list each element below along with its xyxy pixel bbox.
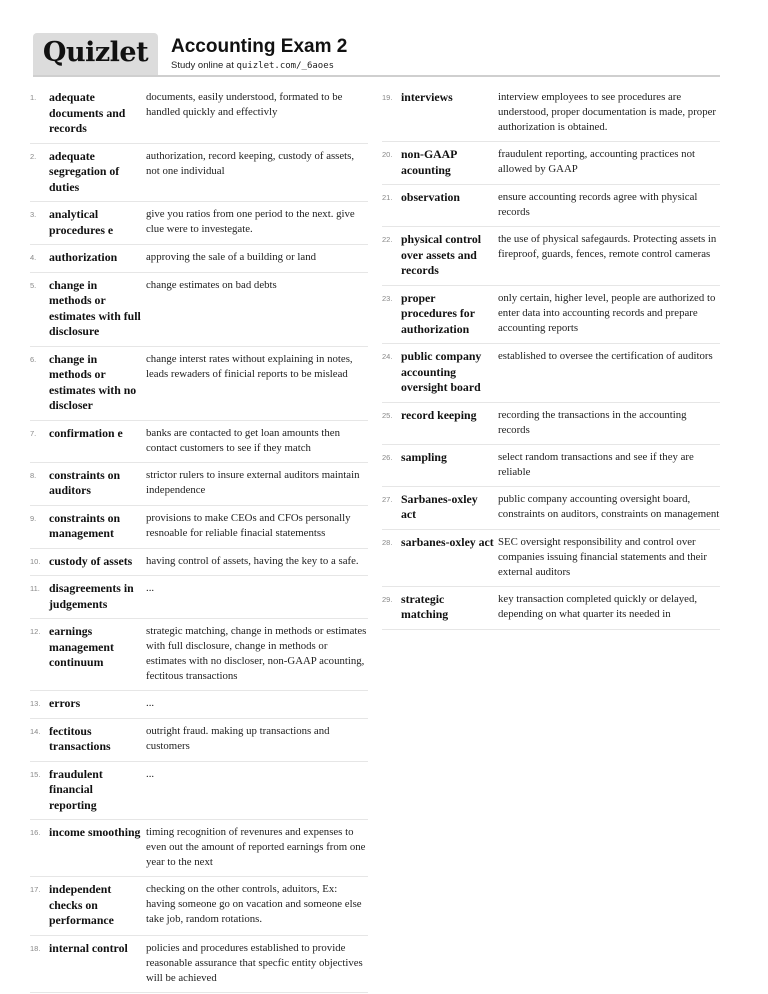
card-number: 25. [382, 410, 393, 420]
card-definition: ... [146, 767, 155, 780]
card-number: 1. [30, 93, 37, 102]
subtitle-prefix: Study online at [171, 60, 237, 71]
card-definition: approving the sale of a building or land [146, 251, 317, 263]
card-term: independent checks on performance [49, 882, 114, 927]
flashcard-row [30, 273, 368, 347]
flashcard-row [382, 403, 720, 445]
right-card-column [382, 85, 720, 630]
card-term: sarbanes-oxley act [401, 534, 494, 549]
flashcard-row [382, 530, 720, 587]
card-number: 22. [382, 235, 393, 244]
flashcard-row [30, 144, 368, 203]
flashcard-row [30, 820, 368, 877]
card-definition: provisions to make CEOs and CFOs personally resnoable for reliable finacial statementss [146, 511, 351, 539]
card-definition: authorization, record keeping, custody of assets, not one individual [146, 149, 355, 177]
flashcard-row [30, 762, 368, 821]
flashcard-row [30, 549, 368, 577]
card-definition: banks are contacted to get loan amounts then contact customers to see if they match [146, 426, 340, 454]
page-header [33, 33, 720, 77]
card-number: 27. [382, 494, 393, 504]
card-term: physical control over assets and records [401, 232, 482, 277]
card-number: 24. [382, 352, 393, 361]
card-number: 3. [30, 210, 37, 219]
card-term: strategic matching [401, 591, 449, 621]
card-term: adequate segregation of duties [49, 148, 120, 194]
flashcard-row [30, 421, 368, 463]
card-term: record keeping [401, 407, 477, 422]
card-number: 7. [30, 428, 37, 438]
card-number: 8. [30, 470, 37, 480]
card-number: 14. [30, 726, 41, 736]
card-term: authorization [49, 250, 118, 264]
card-definition: checking on the other controls, aduitors, Ex: having someone go on vacation and someone else take job, random rotations. [146, 883, 362, 925]
flashcard-row [30, 576, 368, 619]
flashcard-row [30, 463, 368, 506]
card-definition: established to oversee the certification of auditors [498, 350, 713, 362]
card-term: errors [49, 696, 81, 710]
card-definition: give you ratios from one period to the next. give clue were to investegate. [146, 208, 355, 235]
card-number: 9. [30, 513, 37, 523]
flashcard-row [382, 185, 720, 227]
card-number: 16. [30, 828, 41, 837]
card-term: change in methods or estimates with full disclosure [49, 277, 141, 338]
card-term: constraints on management [49, 510, 121, 540]
card-definition: only certain, higher level, people are authorized to enter data into accounting records and prepare accounting reports [498, 291, 716, 334]
card-definition: strategic matching, change in methods or estimates with full disclosure, change in methods or estimates with no discloser, non-GAAP acounting, fectitous transactions [146, 625, 367, 682]
flashcard-row [30, 619, 368, 691]
card-definition: recording the transactions in the accounting records [498, 408, 687, 436]
card-term: confirmation e [49, 425, 123, 440]
flashcard-row [30, 691, 368, 719]
flashcard-row [382, 85, 720, 142]
card-term: income smoothing [49, 825, 141, 839]
flashcard-row [382, 445, 720, 487]
flashcard-row [382, 487, 720, 530]
left-card-column [30, 85, 368, 993]
flashcard-row [30, 936, 368, 993]
flashcard-row [30, 245, 368, 273]
flashcard-row [382, 344, 720, 403]
card-term: constraints on auditors [49, 467, 121, 497]
card-number: 5. [30, 280, 37, 290]
card-term: fraudulent financial reporting [49, 766, 103, 812]
card-number: 17. [30, 885, 41, 894]
card-number: 26. [382, 452, 393, 462]
card-definition: interview employees to see procedures are understood, proper documentation is made, proper authorization is obtained. [498, 91, 716, 133]
card-number: 23. [382, 293, 393, 303]
card-term: public company accounting oversight board [401, 349, 482, 394]
card-number: 4. [30, 253, 37, 262]
card-number: 13. [30, 699, 41, 708]
card-definition: key transaction completed quickly or delayed, depending on what quarter its needed in [498, 592, 698, 620]
card-number: 29. [382, 594, 393, 604]
flashcard-row [30, 877, 368, 936]
card-definition: policies and procedures established to provide reasonable assurance that specfic entity objectives will be achieved [146, 941, 363, 984]
card-term: internal control [49, 940, 128, 955]
card-number: 15. [30, 769, 41, 779]
study-link[interactable]: quizlet.com/_6aoes [236, 61, 335, 71]
card-term: change in methods or estimates with no discloser [49, 351, 137, 412]
card-definition: change estimates on bad debts [146, 278, 277, 291]
flashcard-row [382, 142, 720, 185]
card-number: 6. [30, 354, 37, 364]
page-title: Accounting Exam 2 [171, 36, 348, 57]
card-definition: public company accounting oversight board, constraints on auditors, constraints on management [498, 492, 720, 520]
card-term: analytical procedures e [49, 207, 114, 237]
card-definition: timing recognition of revenures and expenses to even out the amount of reported earnings from one year to the next [146, 826, 366, 868]
card-definition: select random transactions and see if they are reliable [498, 450, 694, 478]
card-number: 28. [382, 537, 393, 547]
page-subtitle [171, 60, 334, 71]
card-term: earnings management continuum [49, 624, 114, 669]
card-term: disagreements in judgements [49, 581, 134, 611]
flashcard-row [30, 85, 368, 144]
card-definition: SEC oversight responsibility and control over companies issuing financial statements and their external auditors [498, 535, 707, 578]
card-definition: change interst rates without explaining in notes, leads rewaders of finicial reports to be mislead [146, 352, 353, 380]
flashcard-row [30, 202, 368, 245]
card-definition: outright fraud. making up transactions and customers [146, 724, 330, 752]
quizlet-logo[interactable]: Quizlet [33, 33, 158, 75]
card-term: observation [401, 190, 460, 204]
card-term: adequate documents and records [49, 90, 126, 135]
flashcard-row [30, 719, 368, 762]
card-number: 19. [382, 93, 393, 102]
card-number: 12. [30, 627, 41, 636]
card-term: proper procedures for authorization [401, 290, 475, 336]
card-definition: having control of assets, having the key to a safe. [146, 554, 359, 567]
card-term: non-GAAP acounting [401, 147, 457, 177]
flashcard-row [30, 506, 368, 549]
card-term: fectitous transactions [49, 723, 111, 753]
card-definition: fraudulent reporting, accounting practices not allowed by GAAP [498, 148, 695, 175]
card-number: 21. [382, 193, 393, 202]
card-definition: strictor rulers to insure external auditors maintain independence [146, 468, 360, 496]
card-definition: ... [146, 582, 155, 594]
card-definition: ... [146, 697, 155, 709]
card-term: interviews [401, 90, 453, 104]
flashcard-row [382, 587, 720, 630]
card-number: 18. [30, 943, 41, 953]
card-term: Sarbanes-oxley act [401, 491, 478, 521]
card-term: custody of assets [49, 553, 133, 568]
card-definition: ensure accounting records agree with physical records [498, 191, 698, 218]
flashcard-row [382, 286, 720, 345]
card-number: 20. [382, 150, 393, 159]
card-number: 2. [30, 151, 37, 161]
flashcard-row [30, 347, 368, 421]
card-number: 11. [30, 584, 40, 593]
card-term: sampling [401, 449, 447, 464]
card-definition: documents, easily understood, formated to be handled quickly and effectivly [146, 91, 343, 118]
flashcard-row [382, 227, 720, 286]
card-definition: the use of physical safegaurds. Protecting assets in fireproof, guards, fences, remote control cameras [498, 233, 717, 260]
card-number: 10. [30, 556, 41, 566]
